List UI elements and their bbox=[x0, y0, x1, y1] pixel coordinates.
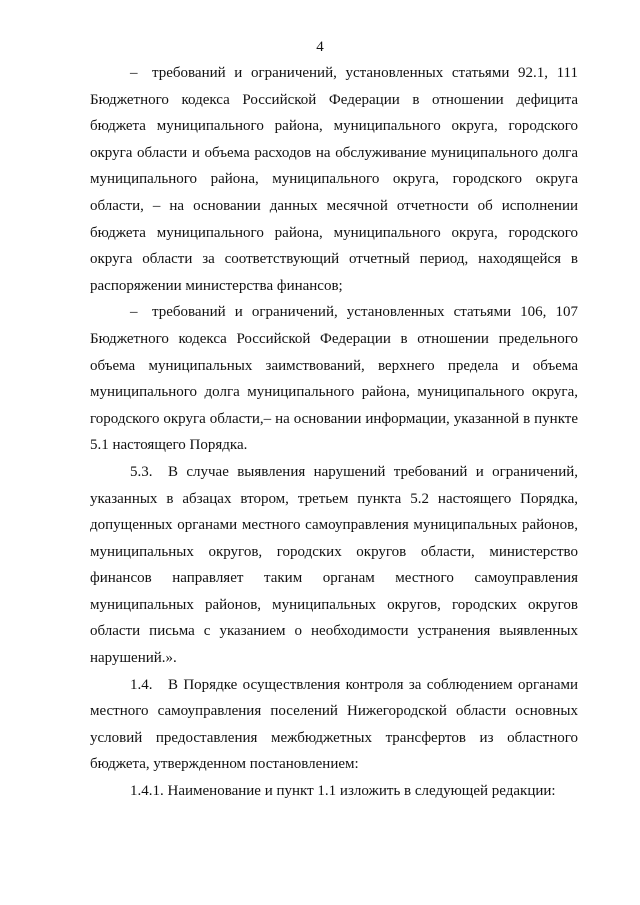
paragraph-text: В случае выявления нарушений требований и ограничений, указанных в абзацах втором, третьем пункта 5.2 настоящего Порядка, допущенных органами местного самоуправления муниципальных районов, муниципальных округов, городских округов области, министерство финансов направляет таким органам местного самоуправления муниципальных районов, муниципальных округов, городских округов области письма с указанием о необходимости устранения выявленных нарушений.». bbox=[90, 463, 578, 667]
clause-number: 1.4. bbox=[130, 676, 153, 693]
clause-number: 5.3. bbox=[130, 463, 153, 480]
paragraph-text: 1.4.1. Наименование и пункт 1.1 изложить в следующей редакции: bbox=[130, 783, 556, 800]
paragraph-requirements-borrowing bbox=[90, 299, 578, 459]
paragraph-text: требований и ограничений, установленных статьями 106, 107 Бюджетного кодекса Российской Федерации в отношении предельного объема муниципальных заимствований, верхнего предела и объема муниципального долга муниципального района, муниципального округа, городского округа области,– на основании информации, указанной в пункте 5.1 настоящего Порядка. bbox=[90, 304, 578, 454]
paragraph-clause-1-4 bbox=[90, 672, 578, 778]
paragraph-clause-1-4-1 bbox=[90, 778, 578, 805]
page-number: 4 bbox=[316, 39, 324, 55]
list-dash: – bbox=[130, 304, 138, 321]
list-dash: – bbox=[130, 65, 138, 81]
paragraph-clause-5-3 bbox=[90, 459, 578, 672]
document-body bbox=[90, 60, 578, 805]
paragraph-requirements-deficit bbox=[90, 60, 578, 299]
paragraph-text: В Порядке осуществления контроля за соблюдением органами местного самоуправления поселений Нижегородской области основных условий предоставления межбюджетных трансфертов из областного бюджета, утвержденном постановлением: bbox=[90, 676, 578, 773]
paragraph-text: требований и ограничений, установленных статьями 92.1, 111 Бюджетного кодекса Российской Федерации в отношении дефицита бюджета муниципального района, муниципального округа, городского округа области и объема расходов на обслуживание муниципального долга муниципального района, муниципального округа, городского округа области, – на основании данных месячной отчетности об исполнении бюджета муниципального района, муниципального округа, городского округа области за соответствующий отчетный период, находящейся в распоряжении министерства финансов; bbox=[90, 65, 578, 294]
